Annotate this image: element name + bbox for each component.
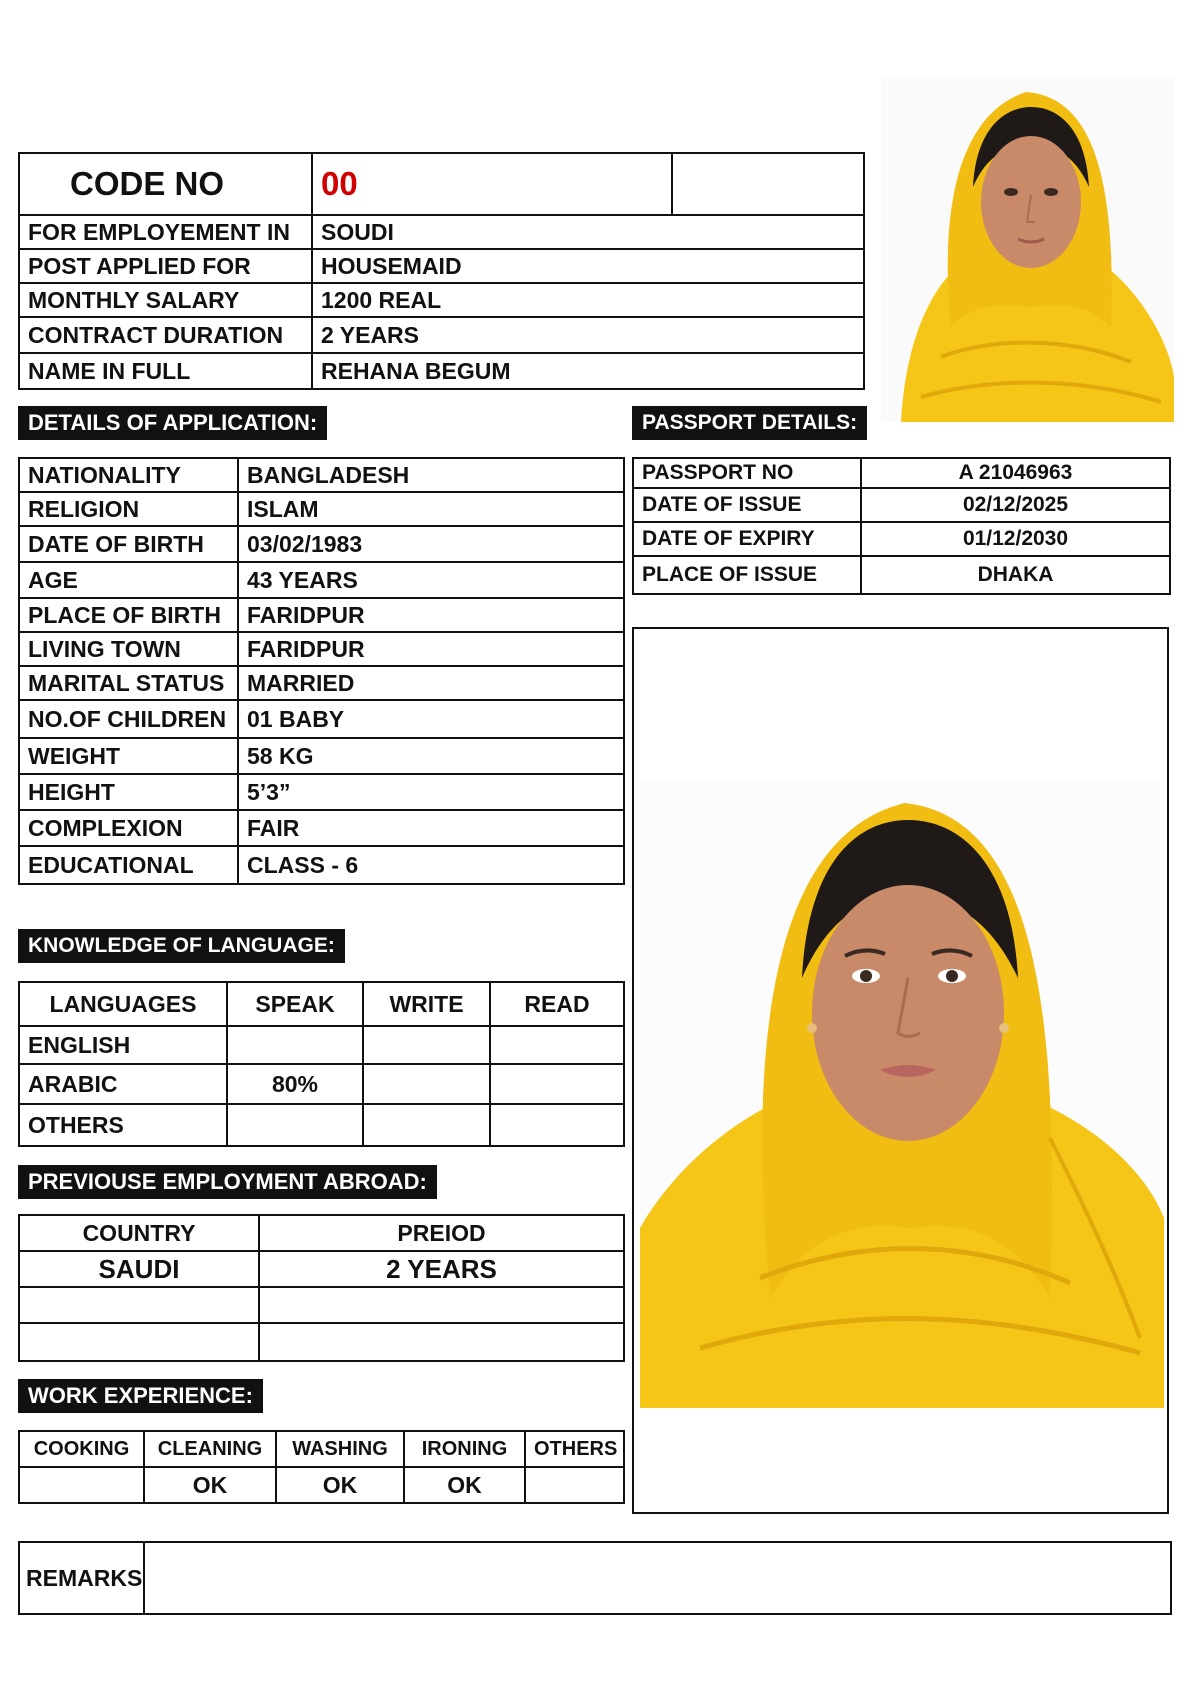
name-in-full-label: NAME IN FULL xyxy=(19,353,312,389)
language-cell xyxy=(363,1104,490,1146)
application-label: LIVING TOWN xyxy=(19,632,238,666)
passport-row xyxy=(633,522,1170,556)
application-value: BANGLADESH xyxy=(238,458,624,492)
code-value: 00 xyxy=(312,153,672,215)
application-label: HEIGHT xyxy=(19,774,238,810)
remarks-table xyxy=(18,1541,1172,1615)
work-value-cooking xyxy=(19,1467,144,1503)
application-value: CLASS - 6 xyxy=(238,846,624,884)
application-value: 5’3” xyxy=(238,774,624,810)
application-table xyxy=(18,457,625,885)
passport-row xyxy=(633,488,1170,522)
passport-label: PASSPORT NO xyxy=(633,458,861,488)
application-label: WEIGHT xyxy=(19,738,238,774)
application-label: DATE OF BIRTH xyxy=(19,526,238,562)
application-label: RELIGION xyxy=(19,492,238,526)
language-cell xyxy=(227,1026,363,1064)
employment-cell: 2 YEARS xyxy=(259,1251,624,1287)
remarks-value xyxy=(144,1542,1171,1614)
employment-cell xyxy=(259,1323,624,1361)
application-row xyxy=(19,598,624,632)
language-cell xyxy=(490,1064,624,1104)
work-value-washing: OK xyxy=(276,1467,404,1503)
applicant-photo-small xyxy=(881,77,1174,422)
monthly-salary-label: MONTHLY SALARY xyxy=(19,283,312,317)
language-cell xyxy=(363,1026,490,1064)
work-value-others xyxy=(525,1467,624,1503)
application-row xyxy=(19,846,624,884)
language-table xyxy=(18,981,625,1147)
employment-row xyxy=(19,1251,624,1287)
application-label: MARITAL STATUS xyxy=(19,666,238,700)
work-header-cooking: COOKING xyxy=(19,1431,144,1467)
post-applied-value: HOUSEMAID xyxy=(312,249,864,283)
application-row xyxy=(19,700,624,738)
employment-in-label: FOR EMPLOYEMENT IN xyxy=(19,215,312,249)
passport-value: 02/12/2025 xyxy=(861,488,1170,522)
work-table xyxy=(18,1430,625,1504)
application-row xyxy=(19,458,624,492)
language-header-languages: LANGUAGES xyxy=(19,982,227,1026)
application-label: EDUCATIONAL xyxy=(19,846,238,884)
post-applied-label: POST APPLIED FOR xyxy=(19,249,312,283)
passport-row xyxy=(633,556,1170,594)
passport-value: DHAKA xyxy=(861,556,1170,594)
name-in-full-value: REHANA BEGUM xyxy=(312,353,864,389)
employment-header-country: COUNTRY xyxy=(19,1215,259,1251)
employment-cell xyxy=(259,1287,624,1323)
application-row xyxy=(19,738,624,774)
application-value: 58 KG xyxy=(238,738,624,774)
language-header-read: READ xyxy=(490,982,624,1026)
language-cell: 80% xyxy=(227,1064,363,1104)
language-cell xyxy=(227,1104,363,1146)
work-header-washing: WASHING xyxy=(276,1431,404,1467)
language-cell: ENGLISH xyxy=(19,1026,227,1064)
passport-row xyxy=(633,458,1170,488)
passport-table xyxy=(632,457,1171,595)
application-value: 43 YEARS xyxy=(238,562,624,598)
passport-label: DATE OF EXPIRY xyxy=(633,522,861,556)
employment-table xyxy=(18,1214,625,1362)
code-extra-cell xyxy=(672,153,864,215)
application-row xyxy=(19,562,624,598)
application-value: MARRIED xyxy=(238,666,624,700)
remarks-label: REMARKS xyxy=(19,1542,144,1614)
application-value: 03/02/1983 xyxy=(238,526,624,562)
contract-duration-value: 2 YEARS xyxy=(312,317,864,353)
application-label: AGE xyxy=(19,562,238,598)
passport-label: DATE OF ISSUE xyxy=(633,488,861,522)
employment-section-title: PREVIOUSE EMPLOYMENT ABROAD: xyxy=(18,1165,437,1199)
language-cell xyxy=(363,1064,490,1104)
application-label: NATIONALITY xyxy=(19,458,238,492)
application-value: 01 BABY xyxy=(238,700,624,738)
application-row xyxy=(19,526,624,562)
application-value: FARIDPUR xyxy=(238,598,624,632)
application-section-title: DETAILS OF APPLICATION: xyxy=(18,406,327,440)
application-row xyxy=(19,666,624,700)
work-header-cleaning: CLEANING xyxy=(144,1431,276,1467)
employment-row xyxy=(19,1323,624,1361)
language-row xyxy=(19,1064,624,1104)
language-row xyxy=(19,1104,624,1146)
language-row xyxy=(19,1026,624,1064)
work-value-cleaning: OK xyxy=(144,1467,276,1503)
work-section-title: WORK EXPERIENCE: xyxy=(18,1379,263,1413)
applicant-photo-large xyxy=(640,778,1164,1408)
application-value: FARIDPUR xyxy=(238,632,624,666)
work-header-ironing: IRONING xyxy=(404,1431,525,1467)
employment-header-period: PREIOD xyxy=(259,1215,624,1251)
application-row xyxy=(19,774,624,810)
application-value: FAIR xyxy=(238,810,624,846)
application-row xyxy=(19,632,624,666)
language-cell xyxy=(490,1026,624,1064)
application-value: ISLAM xyxy=(238,492,624,526)
header-table xyxy=(18,152,865,390)
employment-cell: SAUDI xyxy=(19,1251,259,1287)
work-value-ironing: OK xyxy=(404,1467,525,1503)
language-cell xyxy=(490,1104,624,1146)
language-header-speak: SPEAK xyxy=(227,982,363,1026)
employment-cell xyxy=(19,1287,259,1323)
passport-label: PLACE OF ISSUE xyxy=(633,556,861,594)
passport-value: 01/12/2030 xyxy=(861,522,1170,556)
application-label: NO.OF CHILDREN xyxy=(19,700,238,738)
employment-row xyxy=(19,1287,624,1323)
work-header-others: OTHERS xyxy=(525,1431,624,1467)
monthly-salary-value: 1200 REAL xyxy=(312,283,864,317)
language-cell: ARABIC xyxy=(19,1064,227,1104)
contract-duration-label: CONTRACT DURATION xyxy=(19,317,312,353)
employment-in-value: SOUDI xyxy=(312,215,864,249)
employment-cell xyxy=(19,1323,259,1361)
passport-value: A 21046963 xyxy=(861,458,1170,488)
application-row xyxy=(19,810,624,846)
language-header-write: WRITE xyxy=(363,982,490,1026)
application-label: COMPLEXION xyxy=(19,810,238,846)
code-label: CODE NO xyxy=(19,153,312,215)
application-label: PLACE OF BIRTH xyxy=(19,598,238,632)
language-section-title: KNOWLEDGE OF LANGUAGE: xyxy=(18,929,345,963)
passport-section-title: PASSPORT DETAILS: xyxy=(632,406,867,440)
language-cell: OTHERS xyxy=(19,1104,227,1146)
application-row xyxy=(19,492,624,526)
